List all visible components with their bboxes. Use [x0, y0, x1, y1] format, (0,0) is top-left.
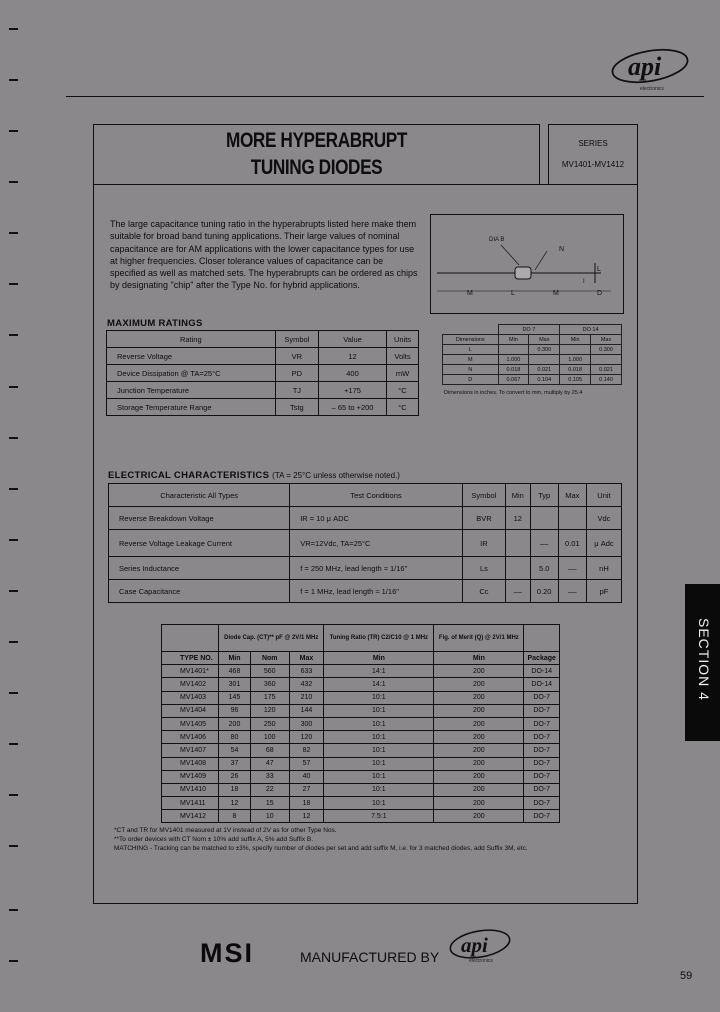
cell: 120	[250, 704, 289, 717]
col-header: Max	[289, 652, 324, 665]
table-row	[162, 757, 560, 770]
cell: 27	[289, 783, 324, 796]
margin-tick	[9, 488, 18, 490]
table-row	[109, 507, 622, 530]
margin-tick	[9, 960, 18, 962]
table-row	[162, 731, 560, 744]
margin-tick	[9, 590, 18, 592]
cell: 47	[250, 757, 289, 770]
cell: 200	[434, 744, 524, 757]
cell: Cc	[462, 580, 505, 603]
col-header: Nom	[250, 652, 289, 665]
col-header: TYPE NO.	[162, 652, 219, 665]
header-cell: Max	[529, 335, 560, 345]
table-row	[107, 399, 419, 416]
cell: VR=12Vdc, TA=25°C	[290, 530, 463, 557]
header-cell: Units	[386, 331, 418, 348]
margin-tick	[9, 845, 18, 847]
manufactured-by: MANUFACTURED BY	[300, 949, 440, 965]
cell: 0.021	[529, 365, 560, 375]
header-cell: Min	[498, 335, 529, 345]
cell: 10:1	[324, 757, 434, 770]
cell: °C	[386, 382, 418, 399]
cell: DO-7	[524, 744, 560, 757]
cell: 100	[250, 731, 289, 744]
cell: ––	[558, 580, 586, 603]
cell	[505, 557, 530, 580]
cell: Tstg	[275, 399, 318, 416]
cell: 200	[434, 691, 524, 704]
cell: Reverse Voltage Leakage Current	[109, 530, 290, 557]
cell: 7.5:1	[324, 810, 434, 823]
margin-tick	[9, 743, 18, 745]
cell: DO-7	[524, 797, 560, 810]
title-line-2: TUNING DIODES	[250, 156, 383, 179]
header-cell-merit: Fig. of Merit (Q) @ 2V/1 MHz	[434, 625, 524, 652]
section-tab-label: SECTION 4	[696, 618, 712, 701]
cell: μ Adc	[586, 530, 621, 557]
cell: BVR	[462, 507, 505, 530]
table-row	[109, 484, 622, 507]
cell: 210	[289, 691, 324, 704]
cell: 10	[250, 810, 289, 823]
cell: 250	[250, 717, 289, 730]
dimensions-table	[442, 324, 622, 385]
cell: 0.300	[591, 345, 622, 355]
col-header: Min	[434, 652, 524, 665]
cell: 560	[250, 665, 289, 678]
title-line-1: MORE HYPERABRUPT	[226, 129, 407, 152]
cell: N	[443, 365, 499, 375]
cell: MV1407	[162, 744, 219, 757]
margin-tick	[9, 79, 18, 81]
cell: Junction Temperature	[107, 382, 276, 399]
table-row	[107, 365, 419, 382]
margin-tick	[9, 334, 18, 336]
cell: 301	[219, 678, 251, 691]
margin-tick	[9, 232, 18, 234]
cell: DO-7	[524, 717, 560, 730]
cell: 8	[219, 810, 251, 823]
cell: 360	[250, 678, 289, 691]
header-cell: Symbol	[275, 331, 318, 348]
table-row	[162, 770, 560, 783]
table-row	[107, 331, 419, 348]
label-tick: I	[583, 279, 585, 285]
cell: 12	[289, 810, 324, 823]
header-cell: Min	[560, 335, 591, 345]
footnote-3: MATCHING - Tracking can be matched to ±3%, specify number of diodes per set and add suffix M, i.e. for 3 matched diodes, add Suffix 3M, etc.	[114, 845, 528, 852]
cell: 12	[505, 507, 530, 530]
header-cell: Value	[319, 331, 387, 348]
table-row	[162, 652, 560, 665]
cell: 18	[219, 783, 251, 796]
table-row	[162, 797, 560, 810]
header-cell: Unit	[586, 484, 621, 507]
cell: 14:1	[324, 665, 434, 678]
margin-tick	[9, 130, 18, 132]
dimensions-note: Dimensions in inches. To convert to mm, multiply by 25.4	[444, 390, 583, 396]
table-row	[162, 625, 560, 652]
header-cell: Dimensions	[443, 335, 499, 345]
col-header: Min	[219, 652, 251, 665]
package-outline-diagram	[430, 214, 624, 314]
cell: 18	[289, 797, 324, 810]
cell: f = 1 MHz, lead length ≈ 1/16"	[290, 580, 463, 603]
cell: 200	[434, 770, 524, 783]
types-table	[161, 624, 560, 823]
cell: DO-7	[524, 810, 560, 823]
table-row	[443, 345, 622, 355]
cell: 82	[289, 744, 324, 757]
cell	[530, 507, 558, 530]
cell: DO-7	[524, 770, 560, 783]
cell: 12	[319, 348, 387, 365]
logo-subtitle: electronics	[640, 86, 664, 92]
cell: °C	[386, 399, 418, 416]
header-cell: Symbol	[462, 484, 505, 507]
cell: Case Capacitance	[109, 580, 290, 603]
margin-tick	[9, 539, 18, 541]
cell: MV1402	[162, 678, 219, 691]
cell: DO-14	[524, 678, 560, 691]
table-row	[443, 355, 622, 365]
cell	[498, 345, 529, 355]
cell: 200	[434, 757, 524, 770]
header-cell: Typ	[530, 484, 558, 507]
cell: DO-14	[524, 665, 560, 678]
table-row	[107, 348, 419, 365]
cell: MV1408	[162, 757, 219, 770]
cell: MV1412	[162, 810, 219, 823]
margin-tick	[9, 437, 18, 439]
table-row	[162, 704, 560, 717]
cell: MV1405	[162, 717, 219, 730]
cell: 0.018	[560, 365, 591, 375]
cell: 1.000	[498, 355, 529, 365]
header-cell: Rating	[107, 331, 276, 348]
cell: 10:1	[324, 744, 434, 757]
cell	[558, 507, 586, 530]
cell: 144	[289, 704, 324, 717]
cell: 57	[289, 757, 324, 770]
cell: D	[443, 375, 499, 385]
margin-tick	[9, 181, 18, 183]
cell: 0.067	[498, 375, 529, 385]
cell: 0.105	[560, 375, 591, 385]
margin-tick	[9, 386, 18, 388]
cell: Reverse Breakdown Voltage	[109, 507, 290, 530]
cell: 37	[219, 757, 251, 770]
cell: 14:1	[324, 678, 434, 691]
table-row	[162, 691, 560, 704]
cell: DO-7	[524, 704, 560, 717]
cell	[591, 355, 622, 365]
max-ratings-table	[106, 330, 419, 416]
cell: Storage Temperature Range	[107, 399, 276, 416]
cell: 200	[219, 717, 251, 730]
cell: 22	[250, 783, 289, 796]
cell: VR	[275, 348, 318, 365]
table-row	[162, 744, 560, 757]
label-m-right: M	[553, 290, 559, 297]
cell: 200	[434, 797, 524, 810]
page-number: 59	[680, 970, 693, 982]
label-l: L	[511, 290, 515, 297]
table-row	[109, 580, 622, 603]
header-cell: Max	[591, 335, 622, 345]
cell: 26	[219, 770, 251, 783]
cell: 1.000	[560, 355, 591, 365]
cell	[560, 345, 591, 355]
table-row	[162, 665, 560, 678]
cell: TJ	[275, 382, 318, 399]
table-row	[107, 382, 419, 399]
cell: DO-7	[524, 691, 560, 704]
cell: MV1403	[162, 691, 219, 704]
cell: ––	[505, 580, 530, 603]
cell: PD	[275, 365, 318, 382]
cell: DO-7	[524, 731, 560, 744]
cell: 15	[250, 797, 289, 810]
cell: 0.01	[558, 530, 586, 557]
table-row	[162, 783, 560, 796]
cell: 200	[434, 717, 524, 730]
cell: Series Inductance	[109, 557, 290, 580]
table-row	[443, 365, 622, 375]
cell: 10:1	[324, 691, 434, 704]
cell: MV1404	[162, 704, 219, 717]
cell: MV1410	[162, 783, 219, 796]
cell: 10:1	[324, 797, 434, 810]
label-d: D	[597, 290, 603, 297]
cell: 96	[219, 704, 251, 717]
cell: Vdc	[586, 507, 621, 530]
electrical-subtitle: (TA = 25°C unless otherwise noted.)	[272, 471, 400, 480]
series-box	[548, 124, 638, 185]
header-cell	[524, 625, 560, 652]
table-row	[109, 557, 622, 580]
title-box	[93, 124, 540, 185]
footnote-1: *CT and TR for MV1401 measured at 1V instead of 2V as for other Type Nos.	[114, 827, 337, 834]
cell: 200	[434, 678, 524, 691]
cell: DO-7	[524, 783, 560, 796]
cell: 5.0	[530, 557, 558, 580]
cell: 200	[434, 731, 524, 744]
cell: 633	[289, 665, 324, 678]
table-row	[162, 678, 560, 691]
cell: 33	[250, 770, 289, 783]
cell: Ls	[462, 557, 505, 580]
cell: MV1401*	[162, 665, 219, 678]
margin-tick	[9, 794, 18, 796]
cell: 10:1	[324, 770, 434, 783]
cell: MV1411	[162, 797, 219, 810]
cell: 400	[319, 365, 387, 382]
svg-text:electronics: electronics	[469, 958, 493, 964]
cell: pF	[586, 580, 621, 603]
svg-text:api: api	[461, 933, 488, 957]
cell: 10:1	[324, 783, 434, 796]
cell	[529, 355, 560, 365]
cell: 145	[219, 691, 251, 704]
cell: 0.300	[529, 345, 560, 355]
header-cell: Min	[505, 484, 530, 507]
cell: Reverse Voltage	[107, 348, 276, 365]
label-n: N	[559, 246, 565, 253]
electrical-title	[108, 470, 400, 481]
cell: mW	[386, 365, 418, 382]
electrical-title-text: ELECTRICAL CHARACTERISTICS	[108, 470, 270, 481]
cell: IR	[462, 530, 505, 557]
section-tab	[685, 584, 720, 741]
cell: 80	[219, 731, 251, 744]
cell: 0.021	[591, 365, 622, 375]
table-row	[443, 325, 622, 335]
cell: IR = 10 μ ADC	[290, 507, 463, 530]
label-m-left: M	[467, 290, 473, 297]
cell: – 65 to +200	[319, 399, 387, 416]
cell: 10:1	[324, 731, 434, 744]
cell: 200	[434, 783, 524, 796]
margin-tick	[9, 909, 18, 911]
cell: +175	[319, 382, 387, 399]
header-cell-cap: Diode Cap. (CT)** pF @ 2V/1 MHz	[219, 625, 324, 652]
header-cell	[162, 625, 219, 652]
outline-drawing	[431, 215, 623, 313]
header-cell: Characteristic All Types	[109, 484, 290, 507]
header-cell: Max	[558, 484, 586, 507]
header-cell: Test Conditions	[290, 484, 463, 507]
cell: 300	[289, 717, 324, 730]
margin-tick	[9, 283, 18, 285]
group-do14: DO 14	[560, 325, 622, 335]
label-dia: DIA B	[489, 237, 505, 243]
cell: 10:1	[324, 704, 434, 717]
cell: 468	[219, 665, 251, 678]
cell: 0.018	[498, 365, 529, 375]
cell: 0.140	[591, 375, 622, 385]
cell: ––	[558, 557, 586, 580]
cell: DO-7	[524, 757, 560, 770]
col-header: Package	[524, 652, 560, 665]
cell: 54	[219, 744, 251, 757]
intro-paragraph: The large capacitance tuning ratio in the hyperabrupts listed here make them suitable for broad band tuning applications. Their large values of nominal capacitance are for AM applications with the lower capacitance types for use at higher frequencies. Closer tolerance values of capacitance can be specified as well as matched sets. The hyperabrupts can be ordered as chips by designating "chip" after the Type No. for hybrid applications.	[110, 219, 418, 291]
msi-logo: MSI	[200, 938, 255, 968]
label-l-right: L	[597, 266, 601, 273]
table-row	[162, 810, 560, 823]
cell: MV1409	[162, 770, 219, 783]
margin-tick	[9, 28, 18, 30]
margin-tick	[9, 641, 18, 643]
api-logo	[610, 48, 692, 88]
col-header: Min	[324, 652, 434, 665]
api-logo-footer	[447, 928, 513, 964]
svg-text:api: api	[628, 52, 662, 81]
electrical-table	[108, 483, 622, 603]
table-row	[109, 530, 622, 557]
cell: f = 250 MHz, lead length ≈ 1/16"	[290, 557, 463, 580]
cell: 40	[289, 770, 324, 783]
cell	[505, 530, 530, 557]
footnote-2: **To order devices with CT Nom ± 10% add suffix A, 5% add Suffix B.	[114, 836, 314, 843]
cell: Device Dissipation @ TA=25°C	[107, 365, 276, 382]
header-rule	[66, 96, 704, 97]
cell: 175	[250, 691, 289, 704]
cell: 120	[289, 731, 324, 744]
table-row	[443, 335, 622, 345]
cell: Volts	[386, 348, 418, 365]
cell: ––	[530, 530, 558, 557]
cell: L	[443, 345, 499, 355]
cell: 12	[219, 797, 251, 810]
series-range: MV1401-MV1412	[561, 160, 625, 169]
cell: 68	[250, 744, 289, 757]
cell: 10:1	[324, 717, 434, 730]
margin-tick	[9, 692, 18, 694]
cell: 0.20	[530, 580, 558, 603]
table-row	[443, 375, 622, 385]
header-cell-ratio: Tuning Ratio (TR) C2/C10 @ 1 MHz	[324, 625, 434, 652]
footnotes	[114, 826, 528, 853]
cell: 0.104	[529, 375, 560, 385]
cell: 432	[289, 678, 324, 691]
cell: MV1406	[162, 731, 219, 744]
group-do7: DO 7	[498, 325, 560, 335]
series-label: SERIES	[578, 139, 608, 148]
cell: 200	[434, 704, 524, 717]
cell: nH	[586, 557, 621, 580]
table-row	[162, 717, 560, 730]
max-ratings-title: MAXIMUM RATINGS	[107, 318, 203, 329]
cell: 200	[434, 665, 524, 678]
cell: 200	[434, 810, 524, 823]
cell: M	[443, 355, 499, 365]
